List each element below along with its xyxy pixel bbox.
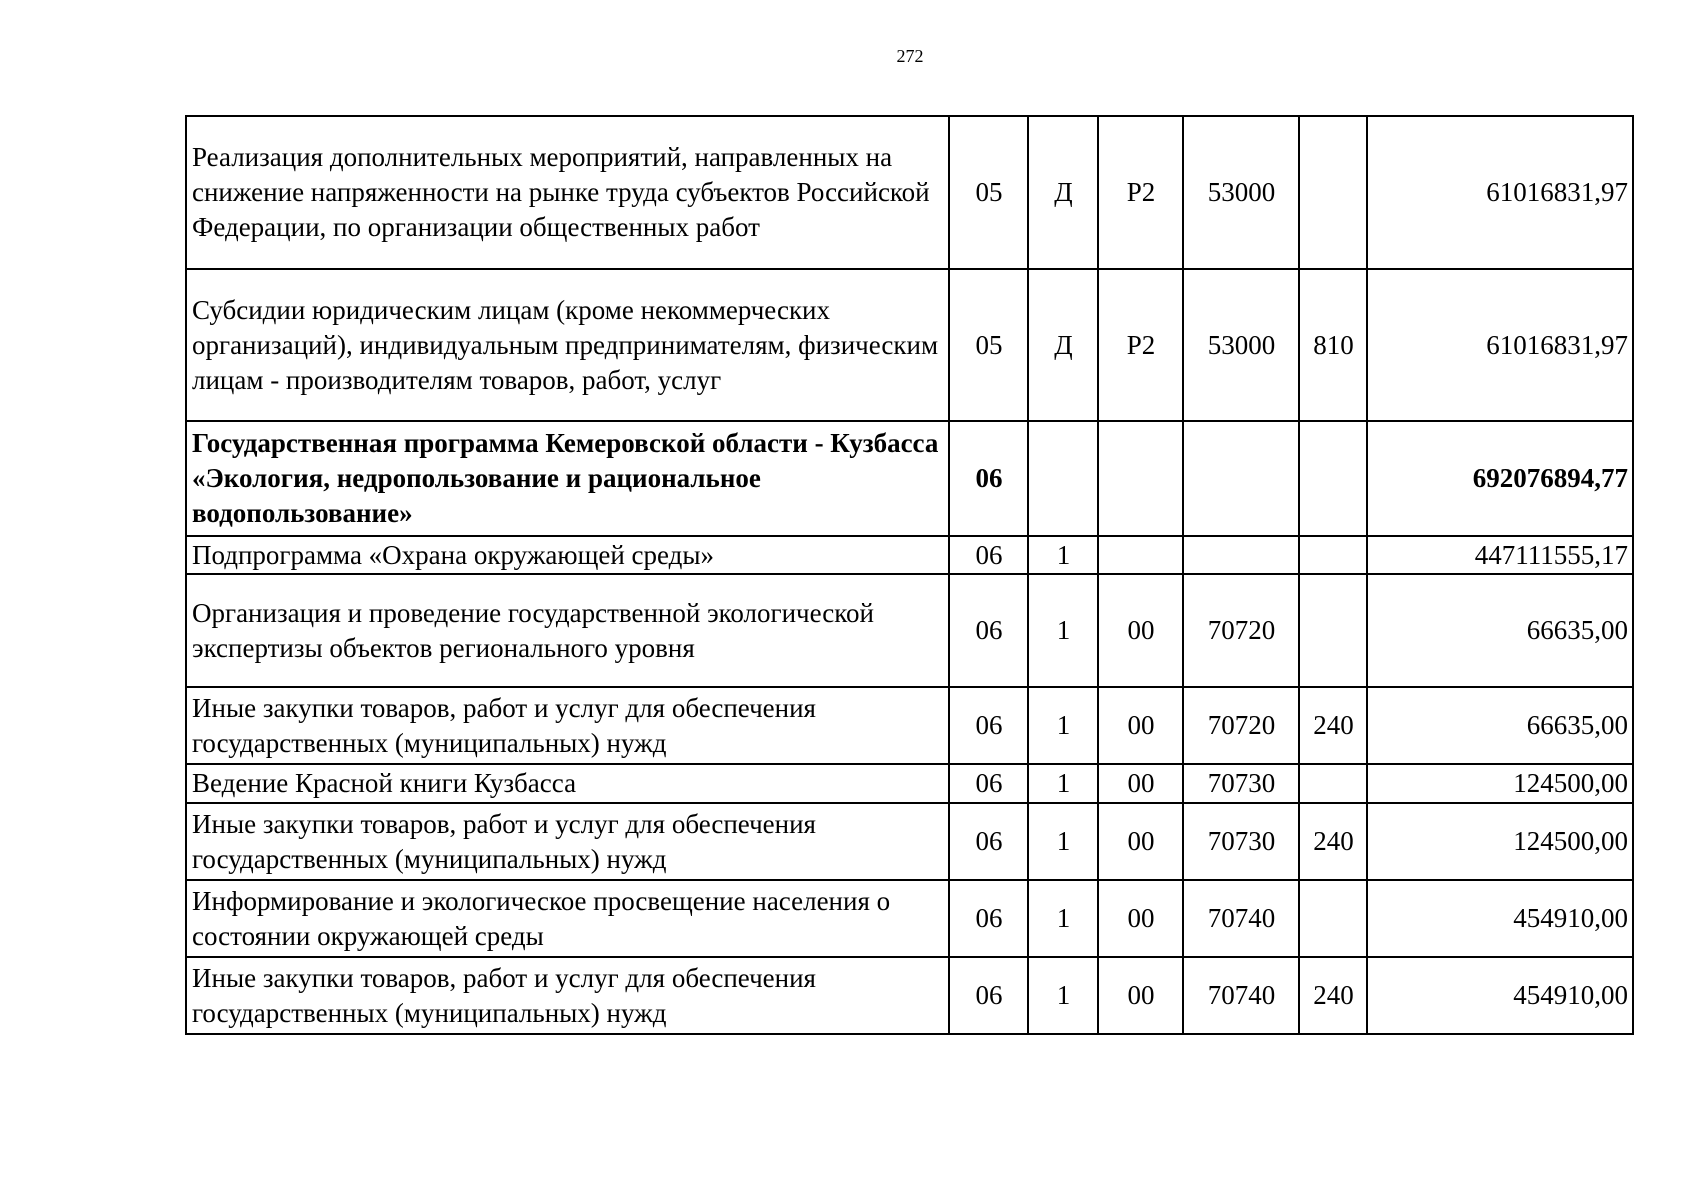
amount: 454910,00 — [1367, 880, 1633, 957]
subprogram-code: 00 — [1098, 687, 1183, 764]
section-code: 06 — [949, 421, 1028, 536]
amount: 447111555,17 — [1367, 536, 1633, 574]
expense-type-code — [1299, 880, 1367, 957]
table-row — [186, 574, 1633, 687]
section-code: 06 — [949, 957, 1028, 1034]
direction-code: 70720 — [1183, 687, 1299, 764]
program-code: 1 — [1028, 880, 1098, 957]
program-code: 1 — [1028, 957, 1098, 1034]
subprogram-code — [1098, 421, 1183, 536]
expense-type-code — [1299, 421, 1367, 536]
subprogram-code: P2 — [1098, 116, 1183, 269]
amount: 124500,00 — [1367, 803, 1633, 880]
section-code: 06 — [949, 764, 1028, 803]
row-description: Иные закупки товаров, работ и услуг для обеспечения государственных (муниципальных) нужд — [186, 957, 949, 1034]
program-code: 1 — [1028, 536, 1098, 574]
expense-type-code — [1299, 116, 1367, 269]
direction-code: 70730 — [1183, 764, 1299, 803]
direction-code: 53000 — [1183, 116, 1299, 269]
expense-type-code — [1299, 536, 1367, 574]
row-description: Субсидии юридическим лицам (кроме некоммерческих организаций), индивидуальным предпринимателям, физическим лицам - производителям товаров, работ, услуг — [186, 269, 949, 421]
section-code: 05 — [949, 116, 1028, 269]
program-code: 1 — [1028, 687, 1098, 764]
row-description: Иные закупки товаров, работ и услуг для обеспечения государственных (муниципальных) нужд — [186, 803, 949, 880]
table-row — [186, 536, 1633, 574]
table-row — [186, 803, 1633, 880]
amount: 454910,00 — [1367, 957, 1633, 1034]
table-row — [186, 880, 1633, 957]
program-code: Д — [1028, 269, 1098, 421]
row-description: Организация и проведение государственной экологической экспертизы объектов регионального уровня — [186, 574, 949, 687]
section-code: 05 — [949, 269, 1028, 421]
row-description: Ведение Красной книги Кузбасса — [186, 764, 949, 803]
row-description: Информирование и экологическое просвещение населения о состоянии окружающей среды — [186, 880, 949, 957]
section-code: 06 — [949, 803, 1028, 880]
page-number: 272 — [896, 46, 924, 66]
table-row — [186, 421, 1633, 536]
program-code: 1 — [1028, 803, 1098, 880]
amount: 61016831,97 — [1367, 269, 1633, 421]
amount: 61016831,97 — [1367, 116, 1633, 269]
subprogram-code: 00 — [1098, 957, 1183, 1034]
expense-type-code: 240 — [1299, 957, 1367, 1034]
direction-code — [1183, 536, 1299, 574]
expense-type-code: 810 — [1299, 269, 1367, 421]
amount: 66635,00 — [1367, 687, 1633, 764]
subprogram-code: 00 — [1098, 880, 1183, 957]
section-code: 06 — [949, 687, 1028, 764]
subprogram-code: P2 — [1098, 269, 1183, 421]
table-row — [186, 269, 1633, 421]
subprogram-code — [1098, 536, 1183, 574]
direction-code: 70720 — [1183, 574, 1299, 687]
amount: 66635,00 — [1367, 574, 1633, 687]
program-code: 1 — [1028, 574, 1098, 687]
subprogram-code: 00 — [1098, 803, 1183, 880]
expense-type-code — [1299, 574, 1367, 687]
section-code: 06 — [949, 536, 1028, 574]
direction-code: 70730 — [1183, 803, 1299, 880]
direction-code: 70740 — [1183, 957, 1299, 1034]
budget-table — [185, 115, 1634, 1035]
expense-type-code — [1299, 764, 1367, 803]
direction-code — [1183, 421, 1299, 536]
table-row — [186, 764, 1633, 803]
row-description: Подпрограмма «Охрана окружающей среды» — [186, 536, 949, 574]
row-description: Государственная программа Кемеровской области - Кузбасса «Экология, недропользование и рациональное водопользование» — [186, 421, 949, 536]
row-description: Иные закупки товаров, работ и услуг для обеспечения государственных (муниципальных) нужд — [186, 687, 949, 764]
amount: 124500,00 — [1367, 764, 1633, 803]
amount: 692076894,77 — [1367, 421, 1633, 536]
expense-type-code: 240 — [1299, 803, 1367, 880]
subprogram-code: 00 — [1098, 574, 1183, 687]
direction-code: 70740 — [1183, 880, 1299, 957]
section-code: 06 — [949, 574, 1028, 687]
table-row — [186, 957, 1633, 1034]
program-code — [1028, 421, 1098, 536]
expense-type-code: 240 — [1299, 687, 1367, 764]
row-description: Реализация дополнительных мероприятий, направленных на снижение напряженности на рынке труда субъектов Российской Федерации, по организации общественных работ — [186, 116, 949, 269]
table-row — [186, 687, 1633, 764]
subprogram-code: 00 — [1098, 764, 1183, 803]
program-code: Д — [1028, 116, 1098, 269]
table-row — [186, 116, 1633, 269]
program-code: 1 — [1028, 764, 1098, 803]
section-code: 06 — [949, 880, 1028, 957]
direction-code: 53000 — [1183, 269, 1299, 421]
